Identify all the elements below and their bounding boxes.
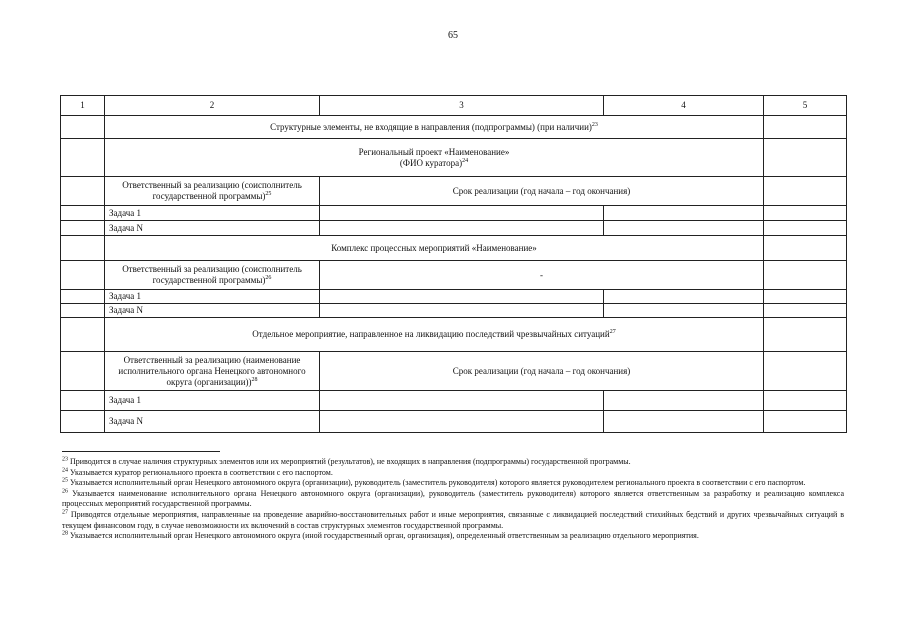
- task-label: Задача 1: [105, 391, 320, 411]
- responsible-cell-1: Ответственный за реализацию (соисполнитель государственной программы)$^{25}$: [105, 177, 320, 206]
- structural-elements-title: Структурные элементы, не входящие в направления (подпрограммы) (при наличии)$^{23}$: [105, 116, 764, 139]
- responsible-row-1: [61, 177, 847, 206]
- dash-cell: -: [320, 261, 764, 290]
- footnote-28: $^{28}$ Указывается исполнительный орган Ненецкого автономного округа (иной государственный орган, организация), определенный ответственным за реализацию отдельного мероприятия.: [62, 530, 699, 541]
- structural-elements-row: [61, 116, 847, 139]
- table-row: [61, 206, 847, 221]
- footnote-25: $^{25}$ Указывается исполнительный орган Ненецкого автономного округа (организации), руководитель (заместитель руководителя) которого является руководителем регионального проекта в соответствии с его паспортом.: [62, 477, 806, 488]
- responsible-row-3: [61, 352, 847, 391]
- responsible-cell-2: Ответственный за реализацию (соисполнитель государственной программы)$^{26}$: [105, 261, 320, 290]
- task-label: Задача N: [105, 304, 320, 318]
- table-row: [61, 391, 847, 411]
- column-header-1: 1: [61, 96, 105, 116]
- emergency-title: Отдельное мероприятие, направленное на ликвидацию последствий чрезвычайных ситуаций$^{27}$: [105, 318, 764, 352]
- responsible-row-2: [61, 261, 847, 290]
- responsible-cell-3: Ответственный за реализацию (наименование исполнительного органа Ненецкого автономного округа (организации))$^{28}$: [105, 352, 320, 391]
- table-row: [61, 304, 847, 318]
- footnote-24: $^{24}$ Указывается куратор регионального проекта в соответствии с его паспортом.: [62, 466, 333, 477]
- program-structure-table: [60, 95, 847, 433]
- task-label: Задача 1: [105, 290, 320, 304]
- task-label: Задача N: [105, 221, 320, 236]
- table-row: [61, 411, 847, 433]
- task-label: Задача 1: [105, 206, 320, 221]
- emergency-row: [61, 318, 847, 352]
- table-row: [61, 221, 847, 236]
- footnotes: [62, 451, 844, 542]
- regional-project-title: Региональный проект «Наименование» (ФИО куратора)$^{24}$: [105, 139, 764, 177]
- header-row: [61, 96, 847, 116]
- page-number: 65: [448, 30, 458, 41]
- table-row: [61, 290, 847, 304]
- task-label: Задача N: [105, 411, 320, 433]
- footnote-26: $^{26}$ Указывается наименование исполнительного органа Ненецкого автономного округа (организации), руководитель (заместитель руководителя) которого является ответственным за разработку и реализацию комплекса процессных мероприятий государственной программы.: [62, 488, 844, 509]
- column-header-3: 3: [320, 96, 604, 116]
- complex-row: [61, 236, 847, 261]
- regional-project-row: [61, 139, 847, 177]
- term-cell-2: Срок реализации (год начала – год окончания): [320, 352, 764, 391]
- column-header-5: 5: [764, 96, 847, 116]
- term-cell-1: Срок реализации (год начала – год окончания): [320, 177, 764, 206]
- footnote-23: $^{23}$ Приводится в случае наличия структурных элементов или их мероприятий (результатов), не входящих в направления (подпрограммы) государственной программы.: [62, 456, 631, 466]
- complex-title: Комплекс процессных мероприятий «Наименование»: [105, 236, 764, 261]
- column-header-4: 4: [604, 96, 764, 116]
- footnote-separator: [62, 451, 220, 452]
- column-header-2: 2: [105, 96, 320, 116]
- footnote-27: $^{27}$ Приводятся отдельные мероприятия, направленные на проведение аварийно-восстановительных работ и иные мероприятия, связанные с ликвидацией последствий стихийных бедствий и других чрезвычайных ситуаций в текущем финансовом году, в случае невозможности их включений в состав структурных элементов государственной программы.: [62, 509, 844, 530]
